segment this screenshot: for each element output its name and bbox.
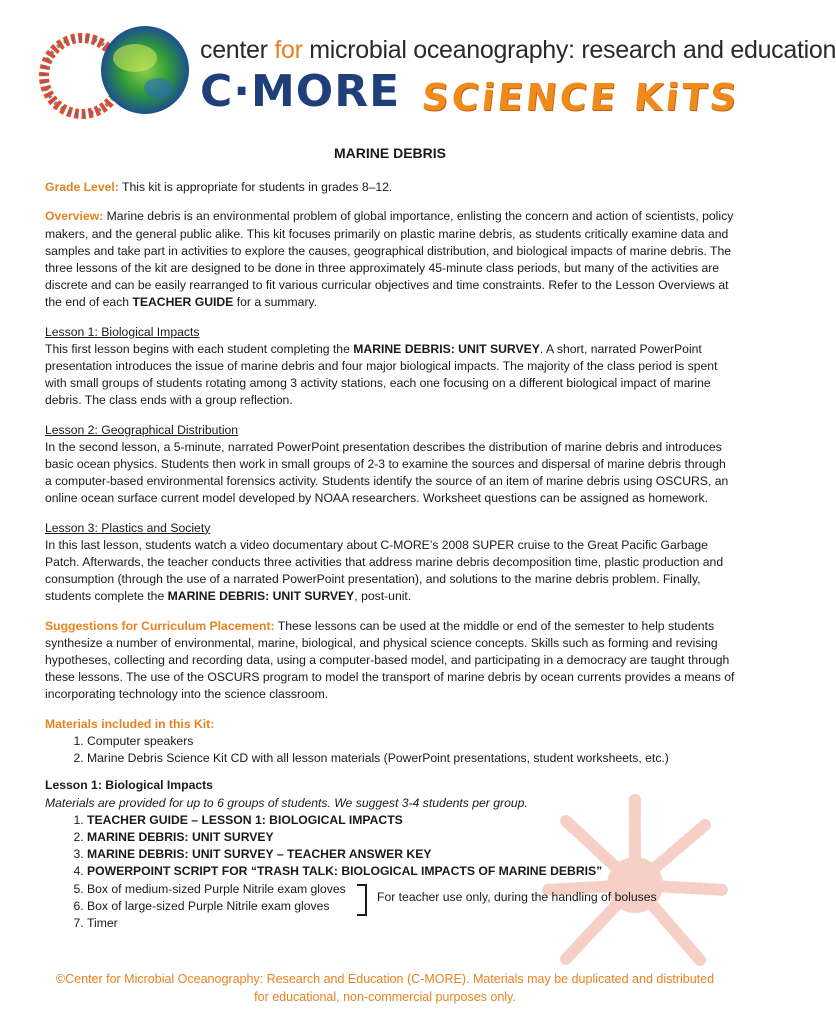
brand-row [200, 66, 742, 119]
lesson-2-heading: Lesson 2: Geographical Distribution [45, 422, 239, 437]
list-item: 6. Box of large-sized Purple Nitrile exam gloves [87, 898, 735, 915]
grade-level: Grade Level: This kit is appropriate for students in grades 8–12. [45, 180, 393, 195]
list-item: 1. TEACHER GUIDE – LESSON 1: BIOLOGICAL IMPACTS [87, 812, 735, 829]
lesson-3-heading: Lesson 3: Plastics and Society [45, 520, 211, 535]
document-title: MARINE DEBRIS [333, 145, 446, 161]
org-name: center for microbial oceanography: research and education [200, 36, 836, 64]
footer-line-2: for educational, non-commercial purposes only. [254, 990, 516, 1004]
kit-lesson-1-heading: Lesson 1: Biological Impacts [45, 778, 213, 793]
list-item: 7. Timer [87, 915, 735, 932]
overview: Overview: Marine debris is an environmental problem of global importance, enlisting the concern and action of scientists, policy makers, and the general public alike. This kit focuses primarily on plastic marine debris, as students critically examine data and samples and take part in activities to explore the causes, geographical distribution, and biological impacts of marine debris. The three lessons of the kit are designed to be done in three approximately 45-minute class periods, but many of the activities are discrete and can be easily rearranged to fit various curricular objectives and time constraints. Refer to the Lesson Overviews at the end of each TEACHER GUIDE for a summary. [45, 209, 734, 310]
kit-lesson-1-note: Materials are provided for up to 6 groups of students. We suggest 3-4 students per group. [45, 795, 528, 810]
document-body [45, 145, 735, 932]
bracket-icon [357, 884, 367, 916]
materials-heading: Materials included in this Kit: [45, 716, 215, 731]
lesson-1-summary: Lesson 1: Biological Impacts This first lesson begins with each student completing the MARINE DEBRIS: UNIT SURVEY. A short, narrated PowerPoint presentation introduces the issue of marine debris and four major biological impacts. The majority of the class period is spent with small groups of students rotating among 3 activity stations, each one focusing on a different biological impact of marine debris. The class ends with a group reflection. [45, 324, 718, 408]
science-kits-wordmark: SCiENCE KiTS [419, 76, 742, 119]
copyright-footer [0, 970, 770, 1006]
cmore-wordmark: C·MORE [200, 66, 401, 117]
gloves-note: For teacher use only, during the handling of boluses [377, 889, 657, 904]
footer-line-1: ©Center for Microbial Oceanography: Research and Education (C-MORE). Materials may be duplicated and distributed [55, 972, 715, 986]
list-item: 3. MARINE DEBRIS: UNIT SURVEY – TEACHER ANSWER KEY [87, 846, 735, 863]
materials-list [45, 733, 735, 767]
header [0, 0, 836, 140]
list-item: 2. MARINE DEBRIS: UNIT SURVEY [87, 829, 735, 846]
curriculum-placement: Suggestions for Curriculum Placement: These lessons can be used at the middle or end of the semester to help students synthesize a number of environmental, marine, biological, and physical science concepts. Skills such as forming and revising hypotheses, collecting and recording data, using a computer-based model, and participating in a democracy are taught through these lessons. The use of the OSCURS program to model the transport of marine debris by ocean currents provides a means of incorporating technology into the science classroom. [45, 618, 735, 702]
globe-logo-icon [40, 18, 190, 138]
list-item: 2. Marine Debris Science Kit CD with all lesson materials (PowerPoint presentations, student worksheets, etc.) [87, 750, 735, 767]
list-item: 4. POWERPOINT SCRIPT FOR “TRASH TALK: BIOLOGICAL IMPACTS OF MARINE DEBRIS” [87, 863, 735, 880]
kit-items-list [45, 812, 735, 932]
list-item: 5. Box of medium-sized Purple Nitrile exam gloves For teacher use only, during the handling of boluses [87, 881, 735, 898]
lesson-1-heading: Lesson 1: Biological Impacts [45, 324, 200, 339]
lesson-3-summary: Lesson 3: Plastics and Society In this last lesson, students watch a video documentary about C-MORE’s 2008 SUPER cruise to the Great Pacific Garbage Patch. Afterwards, the teacher conducts three activities that address marine debris decomposition time, plastic production and consumption (through the use of a narrated PowerPoint presentation), and solutions to the marine debris problem. Finally, students complete the MARINE DEBRIS: UNIT SURVEY, post-unit. [45, 520, 724, 604]
lesson-2-summary: Lesson 2: Geographical Distribution In the second lesson, a 5-minute, narrated PowerPoint presentation describes the distribution of marine debris and introduces basic ocean physics. Students then work in small groups of 2-3 to examine the sources and dispersal of marine debris through a computer-based environmental forensics activity. Students identify the source of an item of marine debris using OSCURS, an online ocean surface current model developed by NOAA researchers. Worksheet questions can be assigned as homework. [45, 422, 729, 506]
list-item: 1. Computer speakers [87, 733, 735, 750]
